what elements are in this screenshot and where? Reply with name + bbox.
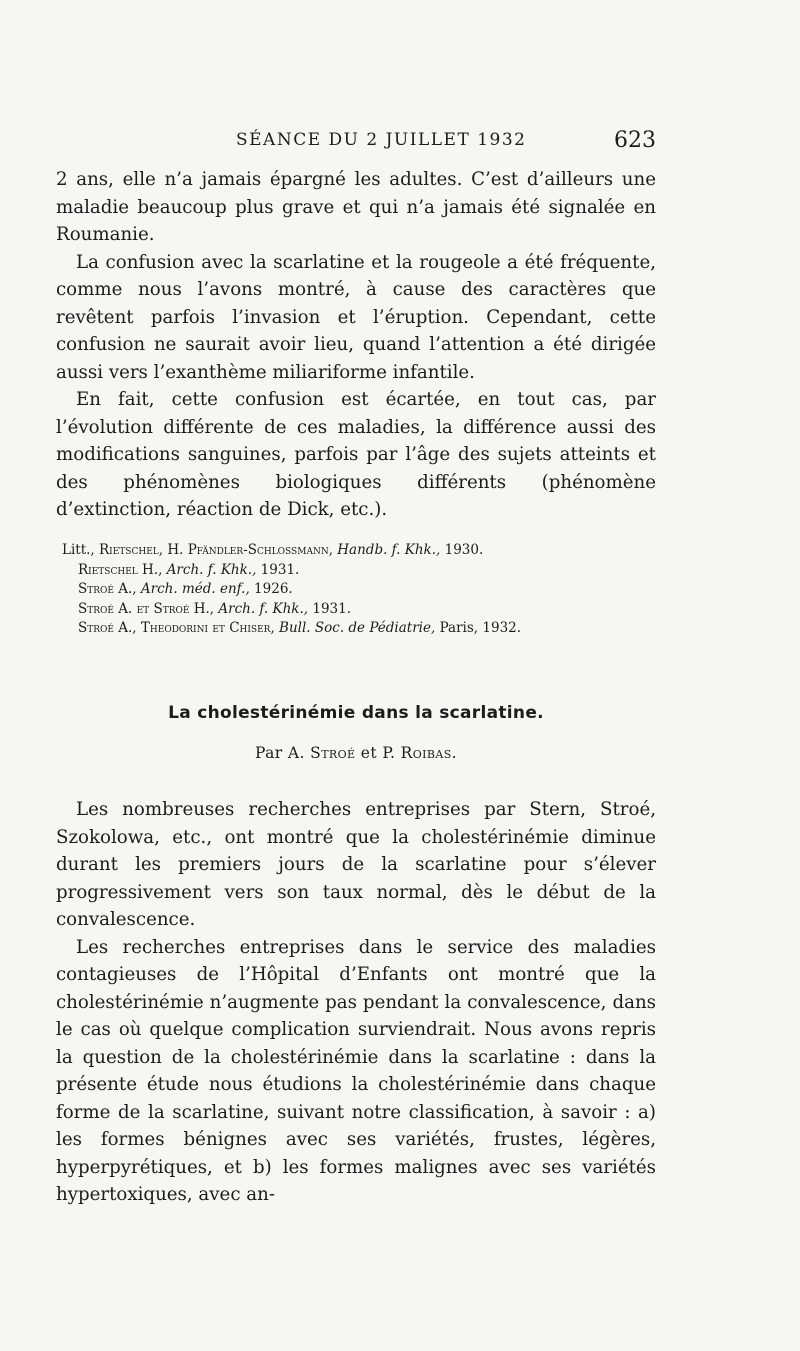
paragraph: La confusion avec la scarlatine et la rougeole a été fréquente, comme nous l’avons montré, à cause des caractères que revêtent parfois l’invasion et l’éruption. Cependant, cette confusion ne saurait avoir lieu, quand l’attention a été dirigée aussi vers l’exanthème miliariforme infantile. bbox=[56, 251, 656, 383]
reference-source: Arch. méd. enf., bbox=[140, 581, 250, 597]
running-title: SÉANCE DU 2 JUILLET 1932 bbox=[236, 130, 527, 150]
reference-authors: Rietschel H., bbox=[78, 561, 163, 578]
reference-authors: Stroé A., Theodorini et Chiser, bbox=[78, 620, 275, 636]
author-name: Roibas. bbox=[400, 744, 457, 762]
running-header bbox=[56, 120, 656, 156]
reference-source: Arch. f. Khk., bbox=[166, 561, 257, 578]
page-number: 623 bbox=[614, 128, 656, 153]
paragraph: Les recherches entreprises dans le service des maladies contagieuses de l’Hôpital d’Enfants ont montré que la cholestérinémie n’augmente pas pendant la convalescence, dans le cas où quelque complication surviendrait. Nous avons repris la question de la cholestérinémie dans la scarlatine : dans la présente étude nous étudions la cholestérinémie dans chaque forme de la scarlatine, suivant notre classification, à savoir : a) les formes bénignes avec ses variétés, frustes, légères, hyperpyrétiques, et b) les formes malignes avec ses variétés hypertoxiques, avec an- bbox=[56, 936, 656, 1205]
reference-year: 1931. bbox=[312, 600, 352, 617]
text-block-intro bbox=[56, 166, 656, 524]
paragraph: En fait, cette confusion est écartée, en tout cas, par l’évolution différente de ces maladies, la différence aussi des modifications sanguines, parfois par l’âge des sujets atteints et des phénomènes biologiques différents (phénomène d’extinction, réaction de Dick, etc.). bbox=[56, 389, 656, 520]
reference-authors: Stroé A., bbox=[78, 581, 137, 597]
reference-year: 1926. bbox=[254, 581, 293, 597]
article-byline: Par A. Stroé et P. Roibas. bbox=[255, 744, 457, 762]
reference-authors: Stroé A. et Stroé H., bbox=[78, 600, 215, 617]
reference-year: 1931. bbox=[260, 561, 300, 578]
reference-item: Litt., Rietschel, H. Pfändler-Schlossmann, Handb. f. Khk., 1930. bbox=[62, 542, 484, 558]
reference-source: Bull. Soc. de Pédiatrie, bbox=[279, 620, 436, 636]
reference-item bbox=[62, 580, 622, 600]
reference-source: Arch. f. Khk., bbox=[218, 600, 309, 617]
reference-item bbox=[62, 561, 622, 581]
author-name: Stroé bbox=[310, 744, 356, 762]
paragraph: Les nombreuses recherches entreprises par Stern, Stroé, Szokolowa, etc., ont montré que la cholestérinémie diminue durant les premiers jours de la scarlatine pour s’élever progressivement vers son taux normal, dès le début de la convalescence. bbox=[56, 799, 656, 930]
paragraph: 2 ans, elle n’a jamais épargné les adultes. C’est d’ailleurs une maladie beaucoup plus grave et qui n’a jamais été signalée en Roumanie. bbox=[56, 169, 656, 245]
reference-list bbox=[62, 541, 622, 639]
reference-item bbox=[62, 600, 622, 620]
reference-year: Paris, 1932. bbox=[439, 620, 522, 636]
reference-item bbox=[62, 619, 622, 639]
reference-source: Handb. f. Khk., bbox=[337, 542, 441, 558]
article-title: La cholestérinémie dans la scarlatine. bbox=[168, 703, 544, 723]
reference-year: 1930. bbox=[444, 542, 484, 558]
text-block-article bbox=[56, 796, 656, 1209]
reference-authors: Rietschel, H. Pfändler-Schlossmann, bbox=[99, 542, 333, 558]
